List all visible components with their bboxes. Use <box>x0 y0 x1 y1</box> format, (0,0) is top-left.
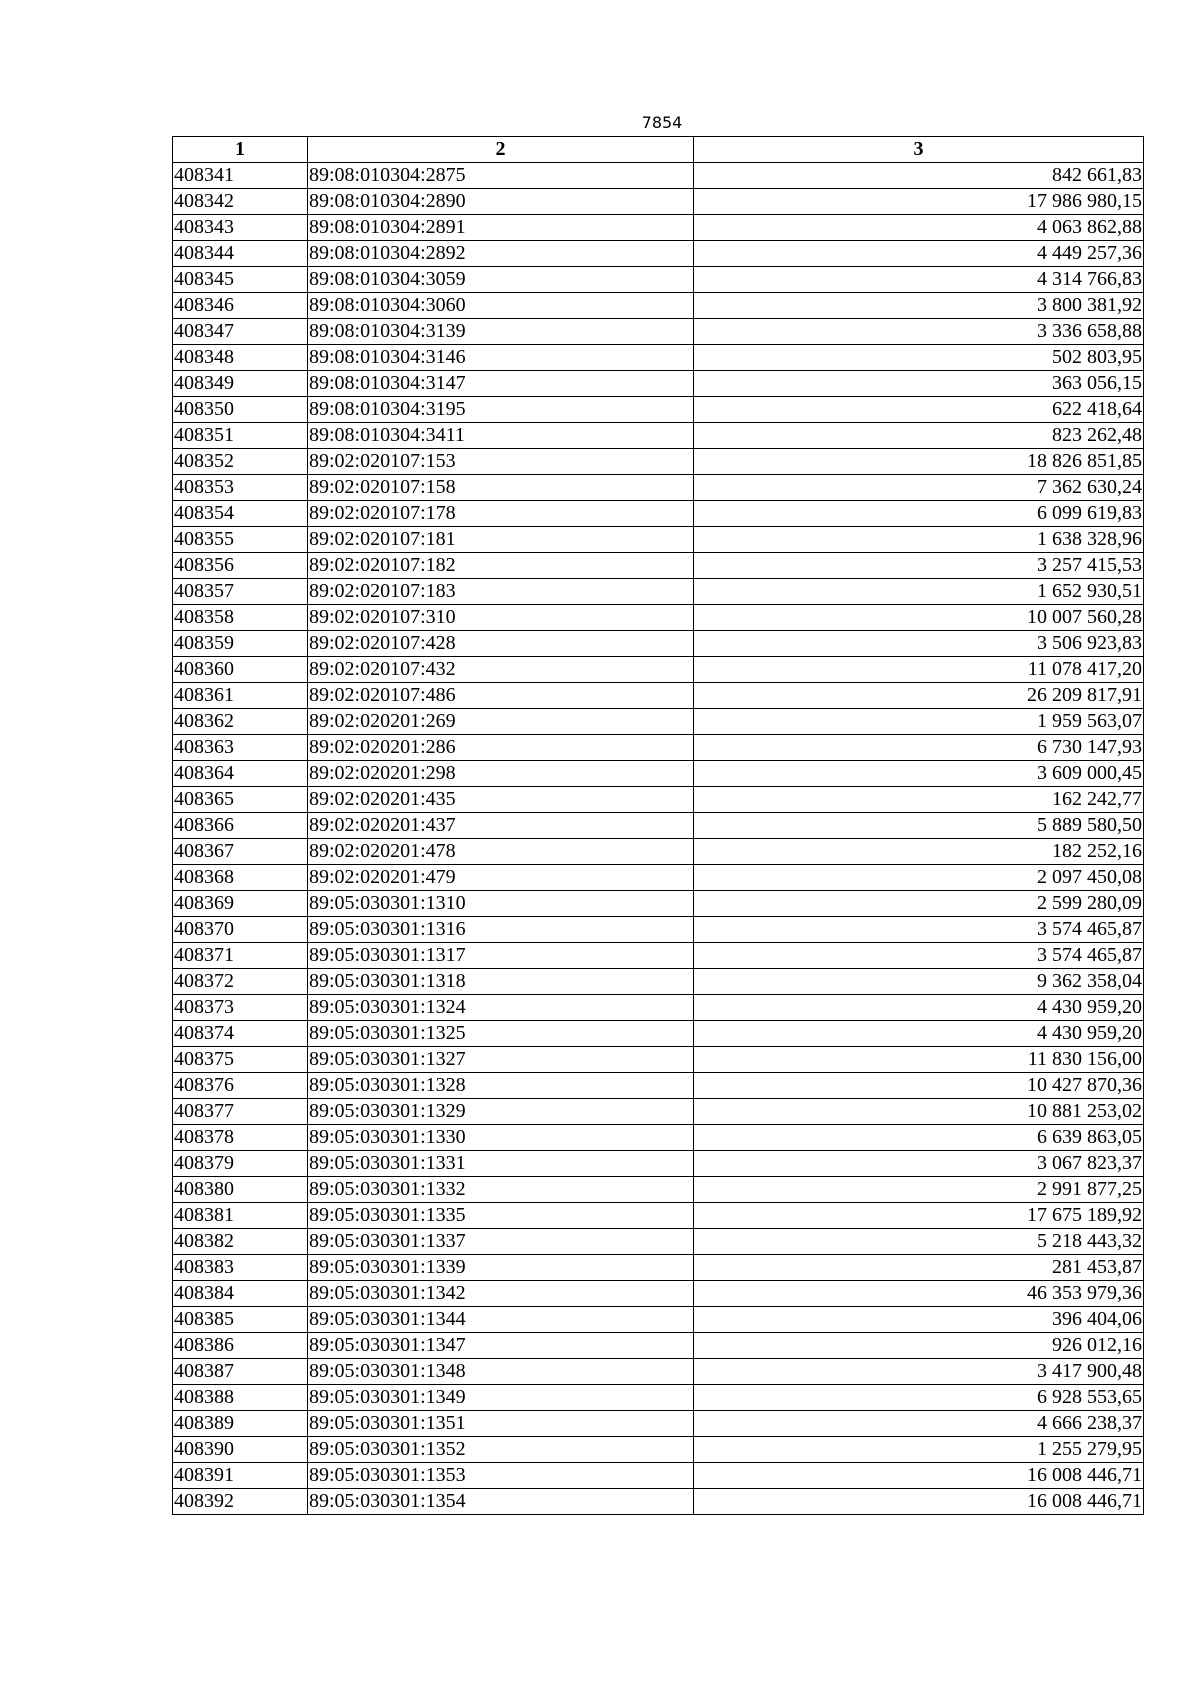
table-row <box>173 631 1144 657</box>
cadastral-number-cell: 89:02:020107:428 <box>308 631 694 657</box>
cadastral-number-cell: 89:08:010304:2892 <box>308 241 694 267</box>
table-row <box>173 475 1144 501</box>
row-number-cell: 408366 <box>173 813 308 839</box>
value-cell: 3 336 658,88 <box>694 319 1144 345</box>
row-number-cell: 408348 <box>173 345 308 371</box>
cadastral-number-cell: 89:05:030301:1337 <box>308 1229 694 1255</box>
cadastral-number-cell: 89:05:030301:1317 <box>308 943 694 969</box>
value-cell: 2 599 280,09 <box>694 891 1144 917</box>
table-row <box>173 735 1144 761</box>
table-body <box>173 163 1144 1515</box>
cadastral-number-cell: 89:05:030301:1331 <box>308 1151 694 1177</box>
row-number-cell: 408347 <box>173 319 308 345</box>
cadastral-number-cell: 89:02:020107:183 <box>308 579 694 605</box>
row-number-cell: 408370 <box>173 917 308 943</box>
row-number-cell: 408360 <box>173 657 308 683</box>
value-cell: 281 453,87 <box>694 1255 1144 1281</box>
cadastral-number-cell: 89:02:020201:479 <box>308 865 694 891</box>
row-number-cell: 408375 <box>173 1047 308 1073</box>
value-cell: 46 353 979,36 <box>694 1281 1144 1307</box>
table-row <box>173 1021 1144 1047</box>
value-cell: 4 430 959,20 <box>694 995 1144 1021</box>
table-row <box>173 527 1144 553</box>
table-row <box>173 579 1144 605</box>
cadastral-number-cell: 89:05:030301:1349 <box>308 1385 694 1411</box>
row-number-cell: 408354 <box>173 501 308 527</box>
row-number-cell: 408349 <box>173 371 308 397</box>
table-row <box>173 319 1144 345</box>
value-cell: 502 803,95 <box>694 345 1144 371</box>
table-row <box>173 1125 1144 1151</box>
value-cell: 4 314 766,83 <box>694 267 1144 293</box>
cadastral-number-cell: 89:08:010304:3146 <box>308 345 694 371</box>
cadastral-number-cell: 89:02:020107:178 <box>308 501 694 527</box>
value-cell: 182 252,16 <box>694 839 1144 865</box>
row-number-cell: 408378 <box>173 1125 308 1151</box>
value-cell: 6 730 147,93 <box>694 735 1144 761</box>
table-row <box>173 215 1144 241</box>
value-cell: 16 008 446,71 <box>694 1489 1144 1515</box>
value-cell: 10 007 560,28 <box>694 605 1144 631</box>
row-number-cell: 408389 <box>173 1411 308 1437</box>
value-cell: 5 889 580,50 <box>694 813 1144 839</box>
table-row <box>173 1489 1144 1515</box>
row-number-cell: 408379 <box>173 1151 308 1177</box>
cadastral-number-cell: 89:05:030301:1327 <box>308 1047 694 1073</box>
table-row <box>173 787 1144 813</box>
value-cell: 9 362 358,04 <box>694 969 1144 995</box>
cadastral-number-cell: 89:08:010304:3060 <box>308 293 694 319</box>
row-number-cell: 408346 <box>173 293 308 319</box>
value-cell: 18 826 851,85 <box>694 449 1144 475</box>
table-row <box>173 1359 1144 1385</box>
row-number-cell: 408341 <box>173 163 308 189</box>
table-row <box>173 1307 1144 1333</box>
cadastral-number-cell: 89:05:030301:1332 <box>308 1177 694 1203</box>
cadastral-number-cell: 89:05:030301:1329 <box>308 1099 694 1125</box>
table-row <box>173 1099 1144 1125</box>
table-row <box>173 1333 1144 1359</box>
row-number-cell: 408390 <box>173 1437 308 1463</box>
table-row <box>173 891 1144 917</box>
value-cell: 3 609 000,45 <box>694 761 1144 787</box>
value-cell: 4 430 959,20 <box>694 1021 1144 1047</box>
row-number-cell: 408382 <box>173 1229 308 1255</box>
table-row <box>173 709 1144 735</box>
row-number-cell: 408356 <box>173 553 308 579</box>
row-number-cell: 408342 <box>173 189 308 215</box>
cadastral-number-cell: 89:05:030301:1353 <box>308 1463 694 1489</box>
value-cell: 842 661,83 <box>694 163 1144 189</box>
value-cell: 17 675 189,92 <box>694 1203 1144 1229</box>
cadastral-number-cell: 89:02:020201:437 <box>308 813 694 839</box>
table-row <box>173 449 1144 475</box>
cadastral-number-cell: 89:02:020201:435 <box>308 787 694 813</box>
row-number-cell: 408381 <box>173 1203 308 1229</box>
cadastral-number-cell: 89:05:030301:1318 <box>308 969 694 995</box>
row-number-cell: 408374 <box>173 1021 308 1047</box>
row-number-cell: 408369 <box>173 891 308 917</box>
row-number-cell: 408363 <box>173 735 308 761</box>
column-header-2: 2 <box>308 137 694 163</box>
value-cell: 4 063 862,88 <box>694 215 1144 241</box>
cadastral-number-cell: 89:02:020107:182 <box>308 553 694 579</box>
table-row <box>173 423 1144 449</box>
cadastral-number-cell: 89:02:020107:181 <box>308 527 694 553</box>
row-number-cell: 408351 <box>173 423 308 449</box>
cadastral-number-cell: 89:05:030301:1325 <box>308 1021 694 1047</box>
row-number-cell: 408361 <box>173 683 308 709</box>
table-header-row <box>173 137 1144 163</box>
value-cell: 10 427 870,36 <box>694 1073 1144 1099</box>
row-number-cell: 408380 <box>173 1177 308 1203</box>
cadastral-number-cell: 89:02:020201:478 <box>308 839 694 865</box>
row-number-cell: 408376 <box>173 1073 308 1099</box>
value-cell: 1 255 279,95 <box>694 1437 1144 1463</box>
cadastral-number-cell: 89:08:010304:3147 <box>308 371 694 397</box>
cadastral-number-cell: 89:05:030301:1344 <box>308 1307 694 1333</box>
row-number-cell: 408373 <box>173 995 308 1021</box>
row-number-cell: 408372 <box>173 969 308 995</box>
row-number-cell: 408368 <box>173 865 308 891</box>
table-row <box>173 163 1144 189</box>
cadastral-number-cell: 89:02:020107:158 <box>308 475 694 501</box>
value-cell: 16 008 446,71 <box>694 1463 1144 1489</box>
value-cell: 4 666 238,37 <box>694 1411 1144 1437</box>
cadastral-number-cell: 89:05:030301:1339 <box>308 1255 694 1281</box>
value-cell: 1 638 328,96 <box>694 527 1144 553</box>
value-cell: 3 257 415,53 <box>694 553 1144 579</box>
cadastral-number-cell: 89:05:030301:1348 <box>308 1359 694 1385</box>
table-row <box>173 969 1144 995</box>
cadastral-number-cell: 89:05:030301:1310 <box>308 891 694 917</box>
table-row <box>173 1177 1144 1203</box>
value-cell: 3 800 381,92 <box>694 293 1144 319</box>
value-cell: 3 574 465,87 <box>694 943 1144 969</box>
value-cell: 6 099 619,83 <box>694 501 1144 527</box>
cadastral-number-cell: 89:08:010304:3059 <box>308 267 694 293</box>
value-cell: 10 881 253,02 <box>694 1099 1144 1125</box>
row-number-cell: 408345 <box>173 267 308 293</box>
table-row <box>173 241 1144 267</box>
table-row <box>173 1047 1144 1073</box>
cadastral-number-cell: 89:05:030301:1352 <box>308 1437 694 1463</box>
table-row <box>173 1151 1144 1177</box>
column-header-3: 3 <box>694 137 1144 163</box>
cadastral-number-cell: 89:08:010304:3139 <box>308 319 694 345</box>
table-row <box>173 345 1144 371</box>
row-number-cell: 408352 <box>173 449 308 475</box>
row-number-cell: 408357 <box>173 579 308 605</box>
value-cell: 3 067 823,37 <box>694 1151 1144 1177</box>
value-cell: 5 218 443,32 <box>694 1229 1144 1255</box>
table-row <box>173 1411 1144 1437</box>
table-row <box>173 605 1144 631</box>
value-cell: 7 362 630,24 <box>694 475 1144 501</box>
table-row <box>173 397 1144 423</box>
table-row <box>173 865 1144 891</box>
cadastral-number-cell: 89:05:030301:1324 <box>308 995 694 1021</box>
row-number-cell: 408385 <box>173 1307 308 1333</box>
value-cell: 11 078 417,20 <box>694 657 1144 683</box>
table-row <box>173 683 1144 709</box>
row-number-cell: 408387 <box>173 1359 308 1385</box>
cadastral-number-cell: 89:02:020201:286 <box>308 735 694 761</box>
cadastral-number-cell: 89:08:010304:3195 <box>308 397 694 423</box>
value-cell: 396 404,06 <box>694 1307 1144 1333</box>
value-cell: 17 986 980,15 <box>694 189 1144 215</box>
table-row <box>173 813 1144 839</box>
value-cell: 2 097 450,08 <box>694 865 1144 891</box>
cadastral-number-cell: 89:05:030301:1342 <box>308 1281 694 1307</box>
cadastral-number-cell: 89:05:030301:1316 <box>308 917 694 943</box>
row-number-cell: 408392 <box>173 1489 308 1515</box>
value-cell: 1 652 930,51 <box>694 579 1144 605</box>
row-number-cell: 408388 <box>173 1385 308 1411</box>
table-row <box>173 267 1144 293</box>
table-row <box>173 943 1144 969</box>
column-header-1: 1 <box>173 137 308 163</box>
row-number-cell: 408359 <box>173 631 308 657</box>
value-cell: 4 449 257,36 <box>694 241 1144 267</box>
value-cell: 363 056,15 <box>694 371 1144 397</box>
row-number-cell: 408362 <box>173 709 308 735</box>
row-number-cell: 408386 <box>173 1333 308 1359</box>
value-cell: 823 262,48 <box>694 423 1144 449</box>
cadastral-number-cell: 89:05:030301:1347 <box>308 1333 694 1359</box>
table-row <box>173 1281 1144 1307</box>
table-row <box>173 553 1144 579</box>
value-cell: 6 928 553,65 <box>694 1385 1144 1411</box>
table-row <box>173 293 1144 319</box>
table-row <box>173 501 1144 527</box>
table-row <box>173 1229 1144 1255</box>
table-row <box>173 1437 1144 1463</box>
row-number-cell: 408353 <box>173 475 308 501</box>
cadastral-number-cell: 89:02:020201:269 <box>308 709 694 735</box>
value-cell: 26 209 817,91 <box>694 683 1144 709</box>
table-row <box>173 839 1144 865</box>
row-number-cell: 408391 <box>173 1463 308 1489</box>
cadastral-number-cell: 89:08:010304:2890 <box>308 189 694 215</box>
table-row <box>173 761 1144 787</box>
value-cell: 6 639 863,05 <box>694 1125 1144 1151</box>
row-number-cell: 408377 <box>173 1099 308 1125</box>
value-cell: 622 418,64 <box>694 397 1144 423</box>
row-number-cell: 408344 <box>173 241 308 267</box>
registry-table <box>172 136 1144 1515</box>
row-number-cell: 408371 <box>173 943 308 969</box>
table-row <box>173 371 1144 397</box>
page-number: 7854 <box>641 113 683 132</box>
row-number-cell: 408383 <box>173 1255 308 1281</box>
value-cell: 3 574 465,87 <box>694 917 1144 943</box>
table-row <box>173 917 1144 943</box>
value-cell: 926 012,16 <box>694 1333 1144 1359</box>
table-row <box>173 995 1144 1021</box>
row-number-cell: 408364 <box>173 761 308 787</box>
cadastral-number-cell: 89:02:020107:310 <box>308 605 694 631</box>
value-cell: 162 242,77 <box>694 787 1144 813</box>
cadastral-number-cell: 89:05:030301:1328 <box>308 1073 694 1099</box>
cadastral-number-cell: 89:05:030301:1354 <box>308 1489 694 1515</box>
cadastral-number-cell: 89:02:020107:432 <box>308 657 694 683</box>
cadastral-number-cell: 89:08:010304:2891 <box>308 215 694 241</box>
cadastral-number-cell: 89:05:030301:1330 <box>308 1125 694 1151</box>
row-number-cell: 408365 <box>173 787 308 813</box>
table-row <box>173 1385 1144 1411</box>
value-cell: 2 991 877,25 <box>694 1177 1144 1203</box>
table-row <box>173 1203 1144 1229</box>
cadastral-number-cell: 89:02:020107:153 <box>308 449 694 475</box>
row-number-cell: 408367 <box>173 839 308 865</box>
table-row <box>173 1463 1144 1489</box>
cadastral-number-cell: 89:08:010304:2875 <box>308 163 694 189</box>
row-number-cell: 408350 <box>173 397 308 423</box>
value-cell: 1 959 563,07 <box>694 709 1144 735</box>
cadastral-number-cell: 89:02:020107:486 <box>308 683 694 709</box>
row-number-cell: 408358 <box>173 605 308 631</box>
cadastral-number-cell: 89:05:030301:1335 <box>308 1203 694 1229</box>
table-row <box>173 189 1144 215</box>
value-cell: 3 506 923,83 <box>694 631 1144 657</box>
table-row <box>173 1073 1144 1099</box>
table-row <box>173 657 1144 683</box>
cadastral-number-cell: 89:02:020201:298 <box>308 761 694 787</box>
row-number-cell: 408384 <box>173 1281 308 1307</box>
value-cell: 3 417 900,48 <box>694 1359 1144 1385</box>
cadastral-number-cell: 89:05:030301:1351 <box>308 1411 694 1437</box>
cadastral-number-cell: 89:08:010304:3411 <box>308 423 694 449</box>
row-number-cell: 408355 <box>173 527 308 553</box>
table-row <box>173 1255 1144 1281</box>
value-cell: 11 830 156,00 <box>694 1047 1144 1073</box>
row-number-cell: 408343 <box>173 215 308 241</box>
